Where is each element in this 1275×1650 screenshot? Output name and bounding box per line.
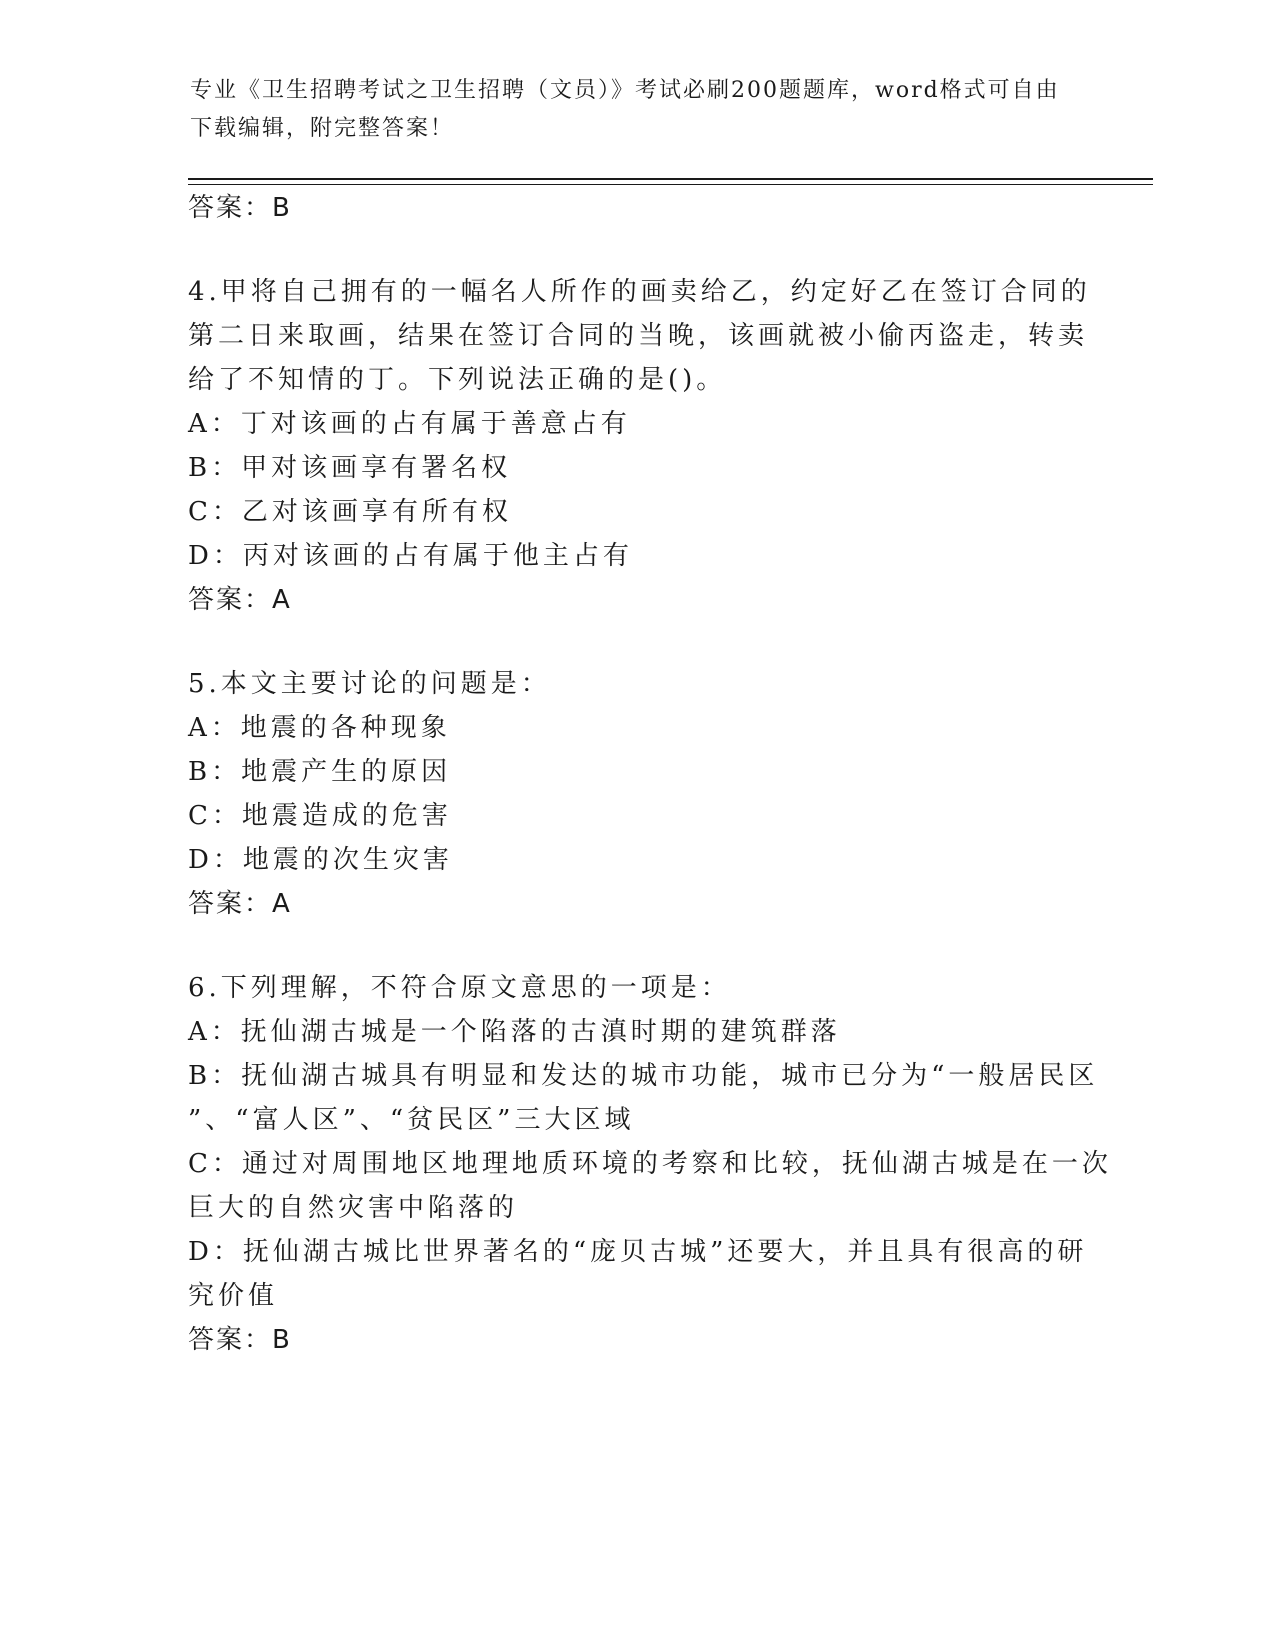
question-5-option-d: D：地震的次生灾害: [188, 845, 453, 875]
question-6-option-b-line-2: ”、“富人区”、“贫民区”三大区域: [188, 1105, 635, 1135]
question-5-stem: 5.本文主要讨论的问题是：: [188, 669, 551, 699]
question-6-option-c-line-1: C：通过对周围地区地理地质环境的考察和比较，抚仙湖古城是在一次: [188, 1149, 1112, 1179]
previous-answer: 答案：B: [188, 193, 292, 223]
question-6-option-b-line-1: B：抚仙湖古城具有明显和发达的城市功能，城市已分为“一般居民区: [188, 1061, 1099, 1091]
document-header: 专业《卫生招聘考试之卫生招聘（文员）》考试必刷200题题库，word格式可自由下载编辑，附完整答案！: [190, 78, 1060, 141]
question-6-option-d-line-2: 究价值: [188, 1281, 279, 1311]
question-4-answer: 答案：A: [188, 585, 292, 615]
question-6-option-d-line-1: D：抚仙湖古城比世界著名的“庞贝古城”还要大，并且具有很高的研: [188, 1237, 1088, 1267]
question-5-answer: 答案：A: [188, 889, 292, 919]
question-6-answer: 答案：B: [188, 1325, 292, 1355]
question-4-stem-line-2: 第二日来取画，结果在签订合同的当晚，该画就被小偷丙盗走，转卖: [188, 321, 1089, 351]
question-5-option-a: A：地震的各种现象: [188, 713, 451, 743]
question-6-stem: 6.下列理解，不符合原文意思的一项是：: [188, 973, 731, 1003]
question-4-option-a: A：丁对该画的占有属于善意占有: [188, 409, 631, 439]
header-rule-thin: [188, 184, 1153, 185]
question-5-option-c: C：地震造成的危害: [188, 801, 452, 831]
question-6-option-c-line-2: 巨大的自然灾害中陷落的: [188, 1193, 519, 1223]
question-4-option-d: D：丙对该画的占有属于他主占有: [188, 541, 633, 571]
question-5-option-b: B：地震产生的原因: [188, 757, 452, 787]
question-4-stem-line-3: 给了不知情的丁。下列说法正确的是()。: [188, 365, 727, 395]
question-4-stem-line-1: 4.甲将自己拥有的一幅名人所作的画卖给乙，约定好乙在签订合同的: [188, 277, 1091, 307]
header-rule-thick: [188, 178, 1153, 180]
question-4-option-c: C：乙对该画享有所有权: [188, 497, 512, 527]
question-6-option-a: A：抚仙湖古城是一个陷落的古滇时期的建筑群落: [188, 1017, 841, 1047]
question-4-option-b: B：甲对该画享有署名权: [188, 453, 512, 483]
